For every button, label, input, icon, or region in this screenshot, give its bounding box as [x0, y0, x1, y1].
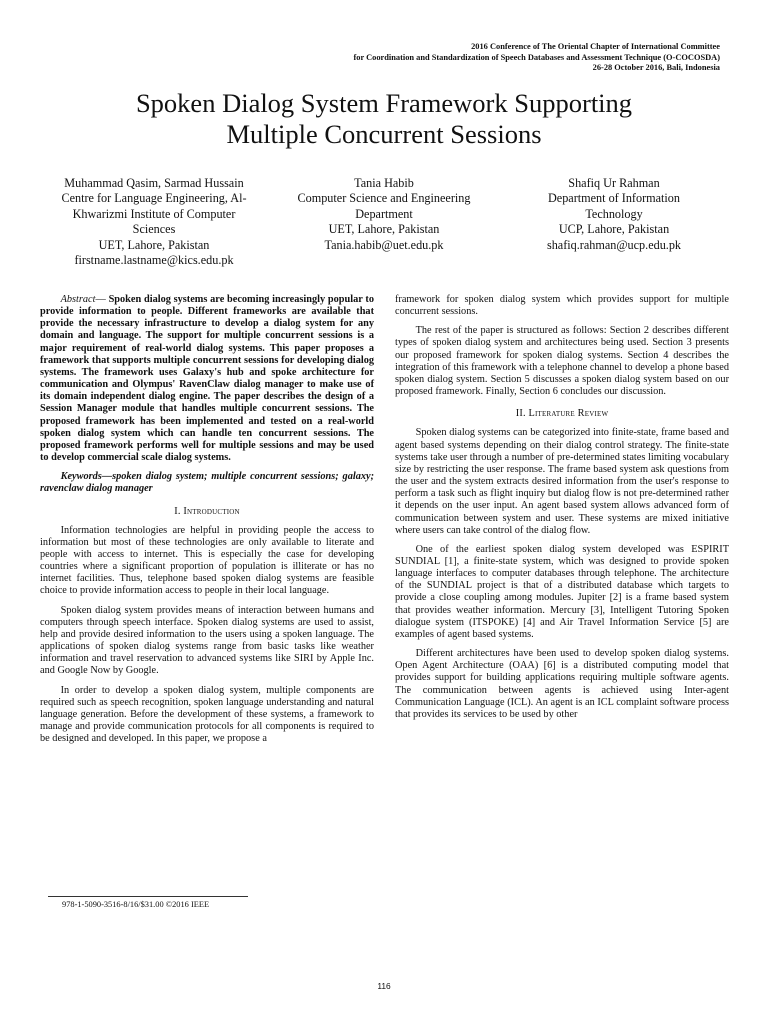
lit-paragraph-1: Spoken dialog systems can be categorized into finite-state, frame based and agent based systems depending on their dialog control strategy. The finite-state systems take user through a number of pre-determined states limiting vocabulary size by restricting the user response. The frame based system ask questions from the user and the system extracts desired information from the user's response to perform a task such as flight inquiry but dialog flow is not pre-determined rather it depends on the user input. An agent based system allows advanced form of communication between system and user. These systems are mixed initiative where users can take control of the dialog flow.: [395, 427, 729, 536]
conference-line: 2016 Conference of The Oriental Chapter of International Committee: [471, 42, 720, 51]
author-2-affiliation: Computer Science and Engineering: [297, 191, 471, 206]
author-3-name: Shafiq Ur Rahman: [568, 176, 660, 190]
author-block: [40, 176, 728, 272]
keywords: Keywords—spoken dialog system; multiple concurrent sessions; galaxy; ravenclaw dialog manager: [40, 471, 374, 495]
intro-paragraph-3: In order to develop a spoken dialog system, multiple components are required such as speech recognition, spoken language understanding and natural language generation. Before the development of these systems, a framework to manage and provide communication protocols for all components is required to be designed and developed. In this paper, we propose a: [40, 684, 374, 745]
author-3-affiliation: Department of Information: [548, 191, 680, 206]
author-1-email: firstname.lastname@kics.edu.pk: [74, 253, 234, 268]
title-line: Spoken Dialog System Framework Supporting: [135, 88, 633, 118]
right-column: [395, 294, 729, 728]
lit-paragraph-2: One of the earliest spoken dialog system developed was ESPIRIT SUNDIAL [1], a finite-state system, which was designed to provide spoken language interfaces to computer databases through telephone. The architecture of the SUNDIAL project is that of a distributed database which targets to provide a close coupling among modules. Jupiter [2] is a frame based system that provides weather information. Mercury [3], Intelligent Tutoring Spoken dialogue system (ITSPOKE) [4] and Air Travel Information Service [5] are examples of agent based systems.: [395, 543, 729, 640]
author-1-affiliation: Sciences: [132, 222, 176, 237]
intro-paragraph-2: Spoken dialog system provides means of interaction between humans and computers through speech interface. Spoken dialog systems are used to assist, help and provide desired information to the users using a spoken language. The applications of spoken dialog systems range from basic tasks like weather information and travel reservation to advanced systems like SIRI by Apple Inc. and Google Now by Google.: [40, 604, 374, 677]
footnote-divider: [48, 896, 248, 897]
abstract-label: Abstract: [60, 294, 96, 305]
author-1-affiliation: Khwarizmi Institute of Computer: [72, 206, 236, 221]
author-2-name: Tania Habib: [354, 176, 414, 190]
author-2: [270, 176, 498, 253]
section-heading-literature-review: II. Literature Review: [515, 408, 609, 420]
conference-line: 26-28 October 2016, Bali, Indonesia: [592, 63, 720, 73]
author-3: [500, 176, 728, 253]
author-1-name: Muhammad Qasim, Sarmad Hussain: [64, 176, 244, 190]
intro-paragraph-1: Information technologies are helpful in providing people the access to information but most of these technologies are only available to literate and people with access to internet. This is especially the case for developing countries where a significant proportion of population is illiterate or has no internet facilities. Thus, telephone based spoken dialog systems are feasible choice to provide information access to people in their local language.: [40, 524, 374, 597]
title-line: Multiple Concurrent Sessions: [226, 119, 542, 149]
lit-paragraph-3: Different architectures have been used to develop spoken dialog systems. Open Agent Architecture (OAA) [6] is a distributed computing model that provides support for building applications requiring multiple software agents. The communication between agents is achieved using Inter-agent Communication Language (ICL). An agent is an ICL complaint software process that provides its services to be used by other: [395, 648, 729, 720]
paper-structure-paragraph: The rest of the paper is structured as follows: Section 2 describes different types of spoken dialog system and architectures being used. Section 3 presents our proposed framework for spoken dialog systems. Section 4 describes the integration of this framework with a telephone channel to develop a phone based spoken dialog system. Section 5 discusses a spoken dialog system based on our proposed framework. Finally, Section 6 concludes our discussion.: [395, 325, 729, 398]
section-heading-introduction: I. Introduction: [174, 505, 240, 517]
author-2-email: Tania.habib@uet.edu.pk: [324, 237, 444, 252]
conference-line: for Coordination and Standardization of Speech Databases and Assessment Technique (O-COCOSDA): [353, 52, 720, 62]
left-column: [40, 294, 374, 752]
author-1: [40, 176, 268, 268]
abstract-dash: —: [95, 294, 109, 305]
abstract-text: Spoken dialog systems are becoming increasingly popular to provide information to people. Different frameworks are available that provide the necessary infrastructure to develop a dialog system for any domain and language. The support for multiple concurrent sessions is a major requirement of real-world dialog systems. This paper proposes a framework that supports multiple concurrent sessions for developing dialog systems. The framework uses Galaxy's hub and spoke architecture for communication and Olympus' RavenClaw dialog manager to make use of its domain independent dialog engine. The paper describes the design of a Session Manager module that handles multiple concurrent sessions. The proposed framework has been implemented and tested on a real-world spoken dialog system which can handle ten concurrent sessions. The proposed framework performs well for multiple sessions and may be used to develop commercial scale dialog systems.: [40, 294, 375, 464]
author-3-affiliation: Technology: [585, 206, 643, 221]
author-2-affiliation: Department: [355, 206, 413, 221]
abstract: [40, 294, 374, 464]
author-3-location: UCP, Lahore, Pakistan: [558, 222, 670, 237]
intro-paragraph-continued: framework for spoken dialog system which provides support for multiple concurrent sessions.: [395, 294, 729, 318]
author-1-affiliation: Centre for Language Engineering, Al-: [61, 191, 247, 206]
author-1-location: UET, Lahore, Pakistan: [98, 237, 210, 252]
author-3-email: shafiq.rahman@ucp.edu.pk: [546, 237, 682, 252]
copyright-footnote: 978-1-5090-3516-8/16/$31.00 ©2016 IEEE: [62, 900, 210, 909]
page-number: 116: [377, 981, 391, 991]
paper-title: [40, 88, 728, 150]
author-2-location: UET, Lahore, Pakistan: [328, 222, 440, 237]
conference-header: [160, 42, 720, 74]
